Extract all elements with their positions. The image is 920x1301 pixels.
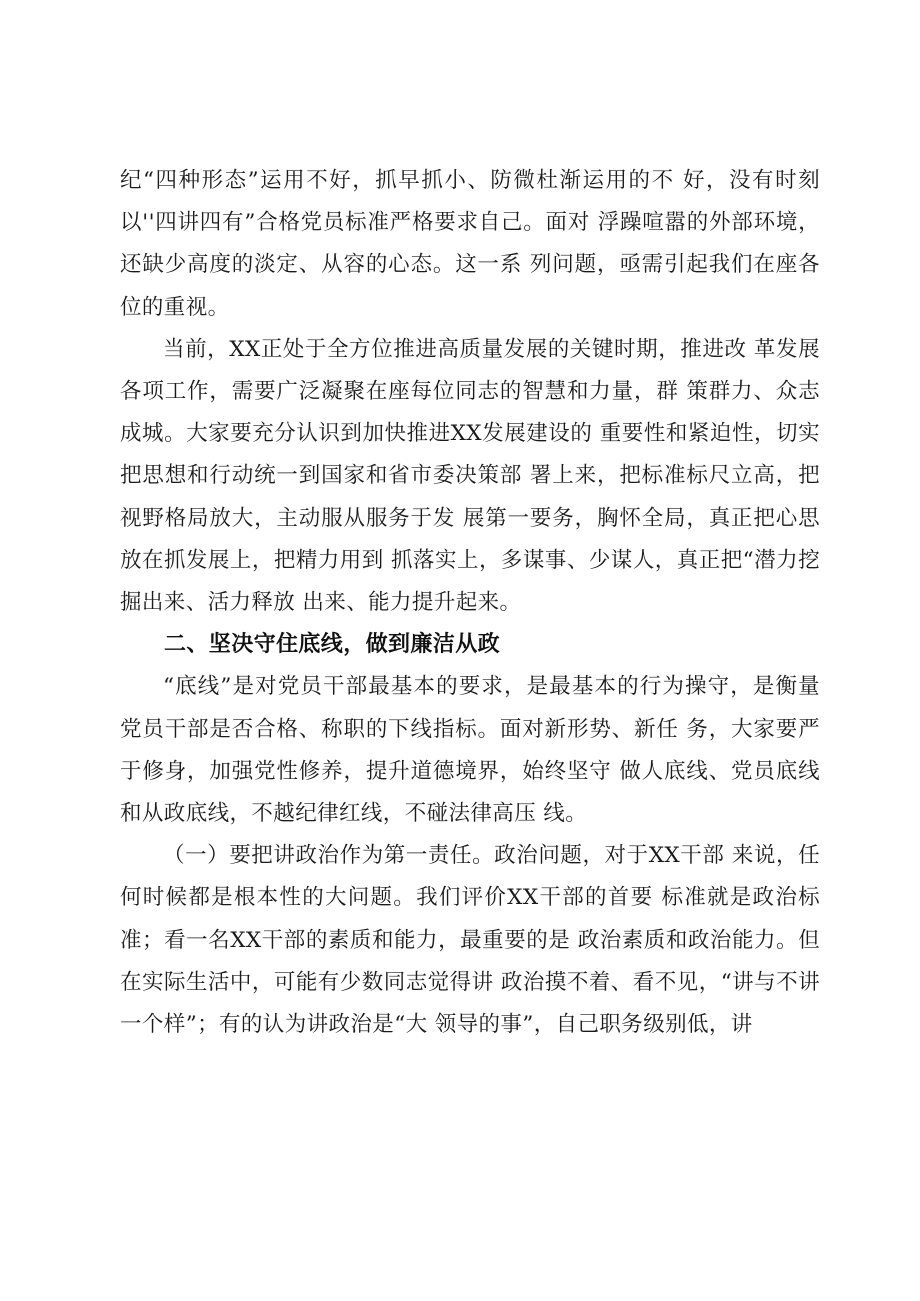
document-body xyxy=(120,160,820,1046)
paragraph-continuation: 纪“四种形态”运用不好，抓早抓小、防微杜渐运用的不 好，没有时刻以''四讲四有”合格党员标准严格要求自己。面对 浮躁喧嚣的外部环境，还缺少高度的淡定、从容的心态。这一系 列问题，亟需引起我们在座各位的重视。 xyxy=(120,168,820,320)
paragraph-current-situation: 当前，XX正处于全方位推进高质量发展的关键时期，推进改 革发展各项工作，需要广泛凝聚在座每位同志的智慧和力量，群 策群力、众志成城。大家要充分认识到加快推进XX发展建设的 重要性和紧迫性，切实把思想和行动统一到国家和省市委决策部 署上来，把标准标尺立高，把视野格局放大，主动服从服务于发 展第一要务，胸怀全局，真正把心思放在抓发展上，把精力用到 抓落实上，多谋事、少谋人，真正把“潜力挖掘出来、活力释放 出来、能力提升起来。 xyxy=(120,336,820,616)
section-heading: 二、坚决守住底线，做到廉洁从政 xyxy=(164,632,501,658)
paragraph-bottom-line: “底线”是对党员干部最基本的要求，是最基本的行为操守，是衡量党员干部是否合格、称职的下线指标。面对新形势、新任 务，大家要严于修身，加强党性修养，提升道德境界，始终坚守 做人底线、党员底线和从政底线，不越纪律红线，不碰法律高压 线。 xyxy=(120,674,820,827)
paragraph-politics: （一）要把讲政治作为第一责任。政治问题，对于XX干部 来说，任何时候都是根本性的大问题。我们评价XX干部的首要 标准就是政治标准；看一名XX干部的素质和能力，最重要的是 政治素质和政治能力。但在实际生活中，可能有少数同志觉得讲 政治摸不着、看不见，“讲与不讲一个样”；有的认为讲政治是“大 领导的事”，自己职务级别低，讲 xyxy=(120,843,820,1038)
